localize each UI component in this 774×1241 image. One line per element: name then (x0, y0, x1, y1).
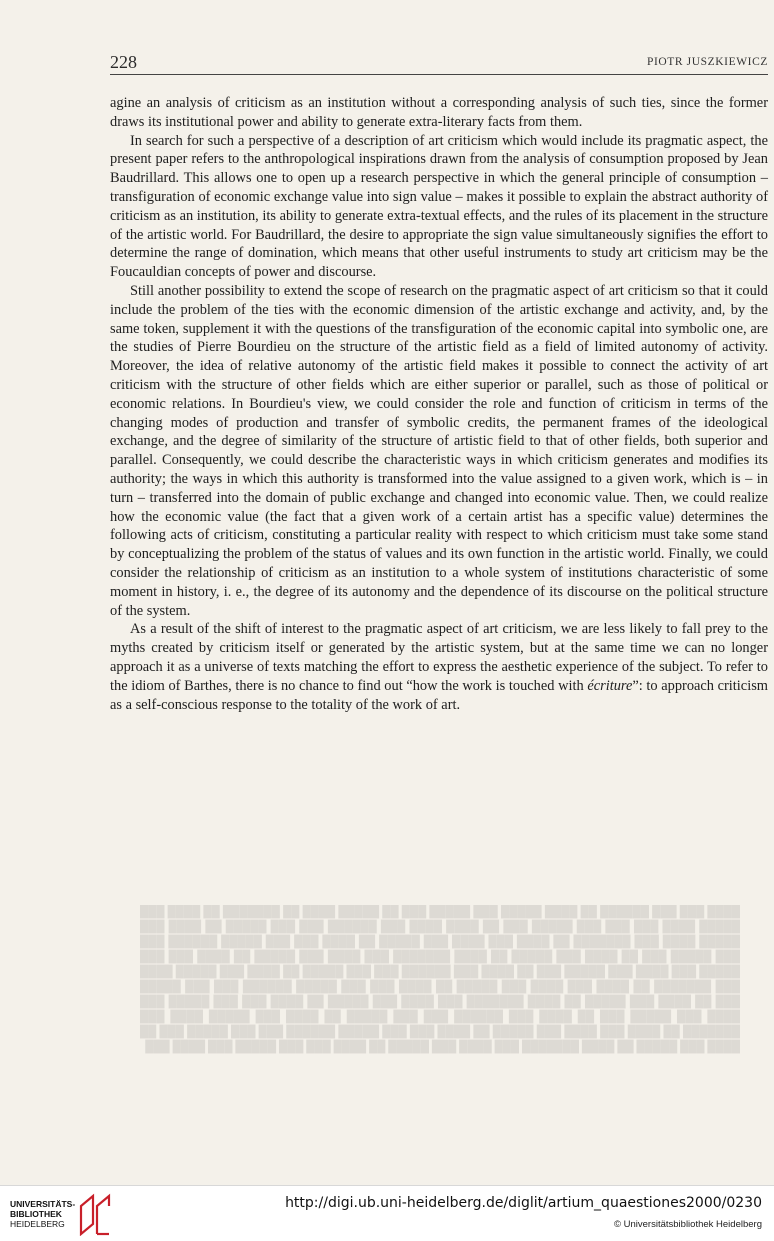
library-name-line-3: HEIDELBERG (10, 1219, 65, 1229)
permalink-url[interactable]: http://digi.ub.uni-heidelberg.de/diglit/artium_quaestiones2000/0230 (285, 1195, 762, 1211)
show-through-texture: ████ ███ ███ ██████ ██ ████ █████ ███ █████ ███ ██ █████ ████ ██ ███████ ██ ████ ███ █████ ████ ███ ███ ███ █████ ███ ██ ████ ████ ███ ██████ ███ ███ █████ ██ ████ ███ █████ ████ ███ ███████ ██ ████ ███ ████ ███ █████ ██ ████ ███ ███ █████ ██████ ███ ███ █████ ███ ██ ████ ███ █████ ██ ████ ███████ ███ ████ ███ █████ ██ ████ ███ ███ █████ ███ ████ ███ █████ ███ ██ ████ ███ ██████ ███ ███ █████ ██ ████ ███ █████ ████ ███ ███████ ██ ████ ███ ████ ███ █████ ██ ████ ███ ███ █████ ██████ ███ ███ █████ ███ ██ ████ ███ █████ ██ ████ ███████ ███ ████ ███ █████ ██ ████ ███ ███ █████ ███ ████ ███ █████ ███ ██ ████ ███ ██████ ███ ███ █████ ██ ████ ███ █████ ████ ███ ███████ ██ ████ ███ ████ ███ █████ ██ ████ ███ ███ █████ ██████ ███ ███ █████ ███ ██ ████ ███ █████ ██ ████ ███████ ███ ████ ███ █████ ██ ████ ███ ███ █████ ███ ████ ███ (140, 906, 740, 1053)
page-number: 228 (110, 52, 137, 72)
paragraph-4-text-a: As a result of the shift of interest to the pragmatic aspect of art criticism, we are less likely to fall prey to the myths created by criticism itself or generated by the artistic system, but at the same time we can no longer approach it as a universe of texts matching the effort to express the aesthetic experience of the subject. To refer to the idiom of Barthes, there is no chance to find out “how the work is touched with (110, 621, 768, 694)
library-name (10, 1199, 84, 1229)
paragraph-4-text-b: ”: to approach criticism as a self-conscious response to the totality of the work of art. (110, 677, 768, 713)
library-logo-icon (78, 1192, 112, 1236)
body-text (110, 94, 768, 714)
running-head (110, 52, 768, 74)
library-name-line-2: BIBLIOTHEK (10, 1209, 62, 1219)
library-name-line-1: UNIVERSITÄTS- (10, 1199, 76, 1209)
header-rule (110, 74, 768, 75)
paragraph-1: agine an analysis of criticism as an institution without a corresponding analysis of such ties, since the former draws its institutional power and ability to generate extra-literary facts from them. (110, 95, 768, 130)
copyright-notice: © Universitätsbibliothek Heidelberg (614, 1219, 762, 1230)
paragraph-4-italic-term: écriture (587, 677, 633, 694)
paragraph-2: In search for such a perspective of a description of art criticism which would include its pragmatic aspect, the present paper refers to the anthropological inspirations drawn from the analysis of consumption proposed by Jean Baudrillard. This allows one to open up a research perspective in which the general principle of consumption – transfiguration of economic exchange value into sign value – makes it possible to explain the abstract authority of criticism as an institution, its ability to generate extra-textual effects, and the rules of its placement in the structure of the artistic world. For Baudrillard, the desire to appropriate the sign value simultaneously signifies the effort to determine the range of domination, which means that other useful instruments to study art criticism may be the Foucauldian concepts of power and discourse. (110, 132, 768, 281)
paragraph-3: Still another possibility to extend the scope of research on the pragmatic aspect of art criticism so that it could include the problem of the ties with the economic dimension of the artistic exchange and activity, and, by the same token, supplement it with the questions of the transfiguration of the economic capital into symbolic one, are the studies of Pierre Bourdieu on the structure of the artistic field as a field of limited autonomy of activity. Moreover, the idea of relative autonomy of the artistic field makes it possible to connect the activity of art criticism with the structure of other fields which are either superior or parallel, such as those of political or economic relations. In Bourdieu's view, we could consider the role and function of criticism in terms of the changing modes of production and transfer of symbolic credits, the permanent frames of the ideological exchange, and the degree of similarity of the structure of artistic field to that of other fields, both superior and parallel. Consequently, we could describe the characteristic ways in which criticism generates and modifies its authority; the ways in which this authority is transformed into the value assigned to a given work, which is – in turn – transferred into the domain of public exchange and changed into economic value. Then, we could realize how the economic value (the fact that a given work of a certain artist has a specific value) determines the following acts of criticism, constituting a particular reality with respect to which criticism must take some stand by conceptualizing the problem of the status of values and its own function in the artistic world. Finally, we could consider the relationship of criticism as an institution to a whole system of institutions characteristic of some moment in history, i. e., the degree of its autonomy and the dependence of its discourse on the political structure of the system. (110, 282, 768, 619)
paragraph-4 (110, 620, 768, 714)
digitization-footer (0, 1185, 774, 1241)
running-head-author: PIOTR JUSZKIEWICZ (646, 56, 768, 68)
